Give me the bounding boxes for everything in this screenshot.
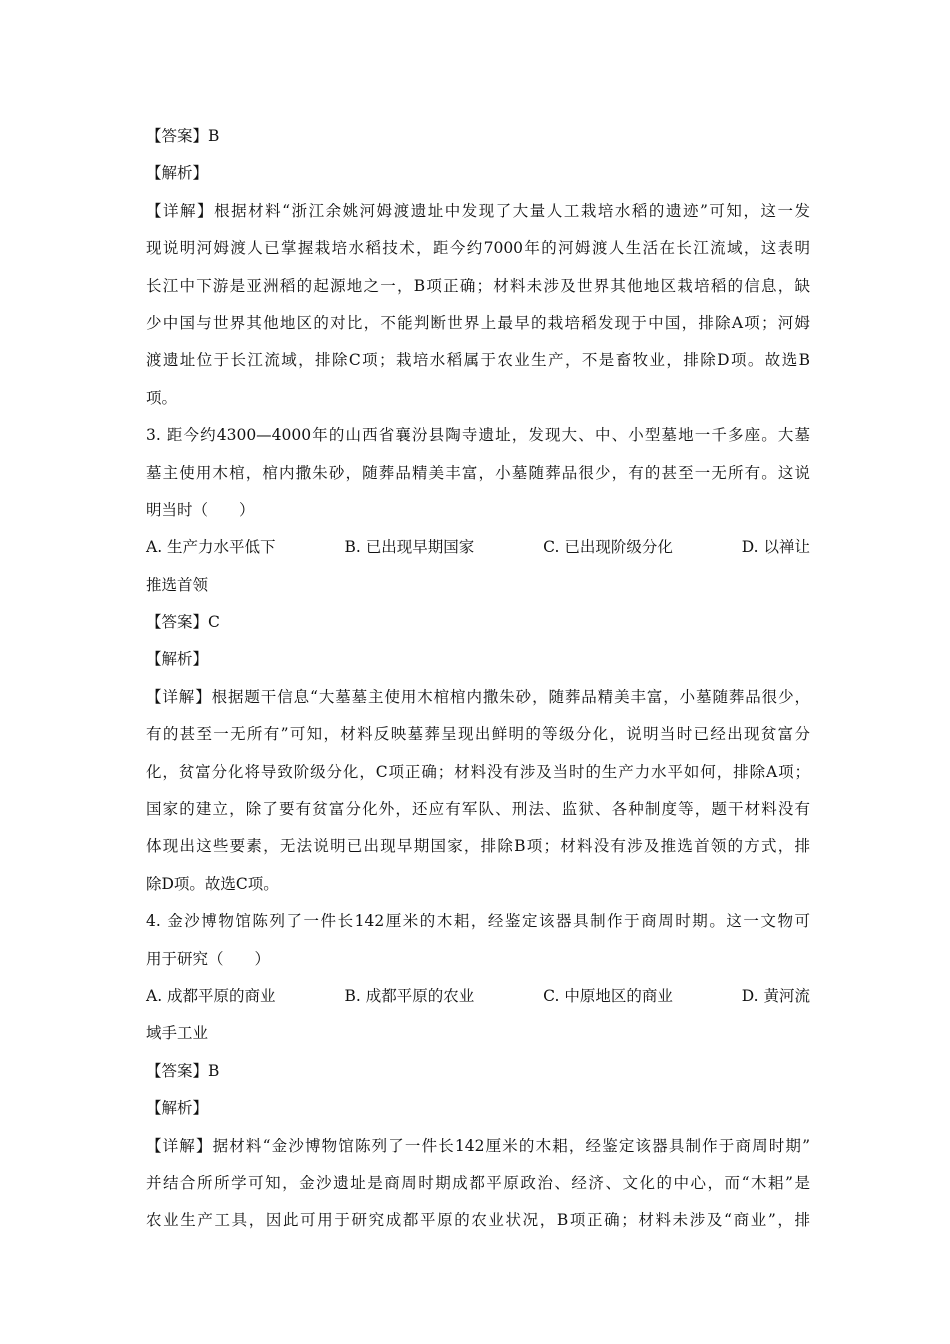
question-line: 墓主使用木棺，棺内撒朱砂，随葬品精美丰富，小墓随葬品很少，有的甚至一无所有。这说 [146,463,810,482]
question-line: 明当时（ ） [146,500,255,519]
option-wrap: 域手工业 [146,1024,209,1043]
answer-line: 【答案】B [146,127,220,145]
analysis-label: 【解析】 [146,650,209,669]
analysis-label: 【解析】 [146,164,209,183]
detail-line: 农业生产工具，因此可用于研究成都平原的农业状况，B项正确；材料未涉及“商业”，排 [146,1211,810,1230]
detail-line: 现说明河姆渡人已掌握栽培水稻技术，距今约7000年的河姆渡人生活在长江流域，这表明 [146,239,810,258]
detail-line: 有的甚至一无所有”可知，材料反映墓葬呈现出鲜明的等级分化，说明当时已经出现贫富分 [146,725,810,744]
detail-line: 少中国与世界其他地区的对比，不能判断世界上最早的栽培稻发现于中国，排除A项；河姆 [146,313,810,332]
detail-line: 渡遗址位于长江流域，排除C项；栽培水稻属于农业生产，不是畜牧业，排除D项。故选B [146,351,810,370]
detail-line: 并结合所所学可知，金沙遗址是商周时期成都平原政治、经济、文化的中心，而“木耜”是 [146,1173,810,1192]
answer-line: 【答案】B [146,1061,220,1080]
option-c: C. 已出现阶级分化 [543,538,673,557]
option-b: B. 已出现早期国家 [344,538,475,557]
detail-line: 除D项。故选C项。 [146,874,279,893]
options-row [146,529,810,566]
detail-line: 体现出这些要素，无法说明已出现早期国家，排除B项；材料没有涉及推选首领的方式，排 [146,837,810,856]
option-c: C. 中原地区的商业 [543,986,673,1005]
answer-line: 【答案】C [146,613,220,632]
detail-line: 化，贫富分化将导致阶级分化，C项正确；材料没有涉及当时的生产力水平如何，排除A项； [146,762,810,781]
option-d: D. 黄河流 [741,986,810,1005]
option-d: D. 以禅让 [741,538,810,557]
option-b: B. 成都平原的农业 [344,986,475,1005]
option-a: A. 成都平原的商业 [146,986,276,1005]
options-row [146,978,810,1015]
detail-line: 【详解】根据题干信息“大墓墓主使用木棺棺内撒朱砂，随葬品精美丰富，小墓随葬品很少， [146,687,810,706]
document-page [146,118,810,1240]
question-line: 用于研究（ ） [146,949,271,968]
detail-line: 项。 [146,388,178,407]
option-wrap: 推选首领 [146,575,209,594]
question-line: 4. 金沙博物馆陈列了一件长142厘米的木耜，经鉴定该器具制作于商周时期。这一文物可 [146,912,810,931]
analysis-label: 【解析】 [146,1099,209,1118]
option-a: A. 生产力水平低下 [146,538,276,557]
detail-line: 长江中下游是亚洲稻的起源地之一，B项正确；材料未涉及世界其他地区栽培稻的信息，缺 [146,276,810,295]
question-line: 3. 距今约4300—4000年的山西省襄汾县陶寺遗址，发现大、中、小型墓地一千多座。大墓 [146,426,810,445]
detail-line: 【详解】据材料“金沙博物馆陈列了一件长142厘米的木耜，经鉴定该器具制作于商周时期” [146,1136,810,1155]
detail-line: 【详解】根据材料“浙江余姚河姆渡遗址中发现了大量人工栽培水稻的遗迹”可知，这一发 [146,201,810,220]
detail-line: 国家的建立，除了要有贫富分化外，还应有军队、刑法、监狱、各种制度等，题干材料没有 [146,800,810,819]
